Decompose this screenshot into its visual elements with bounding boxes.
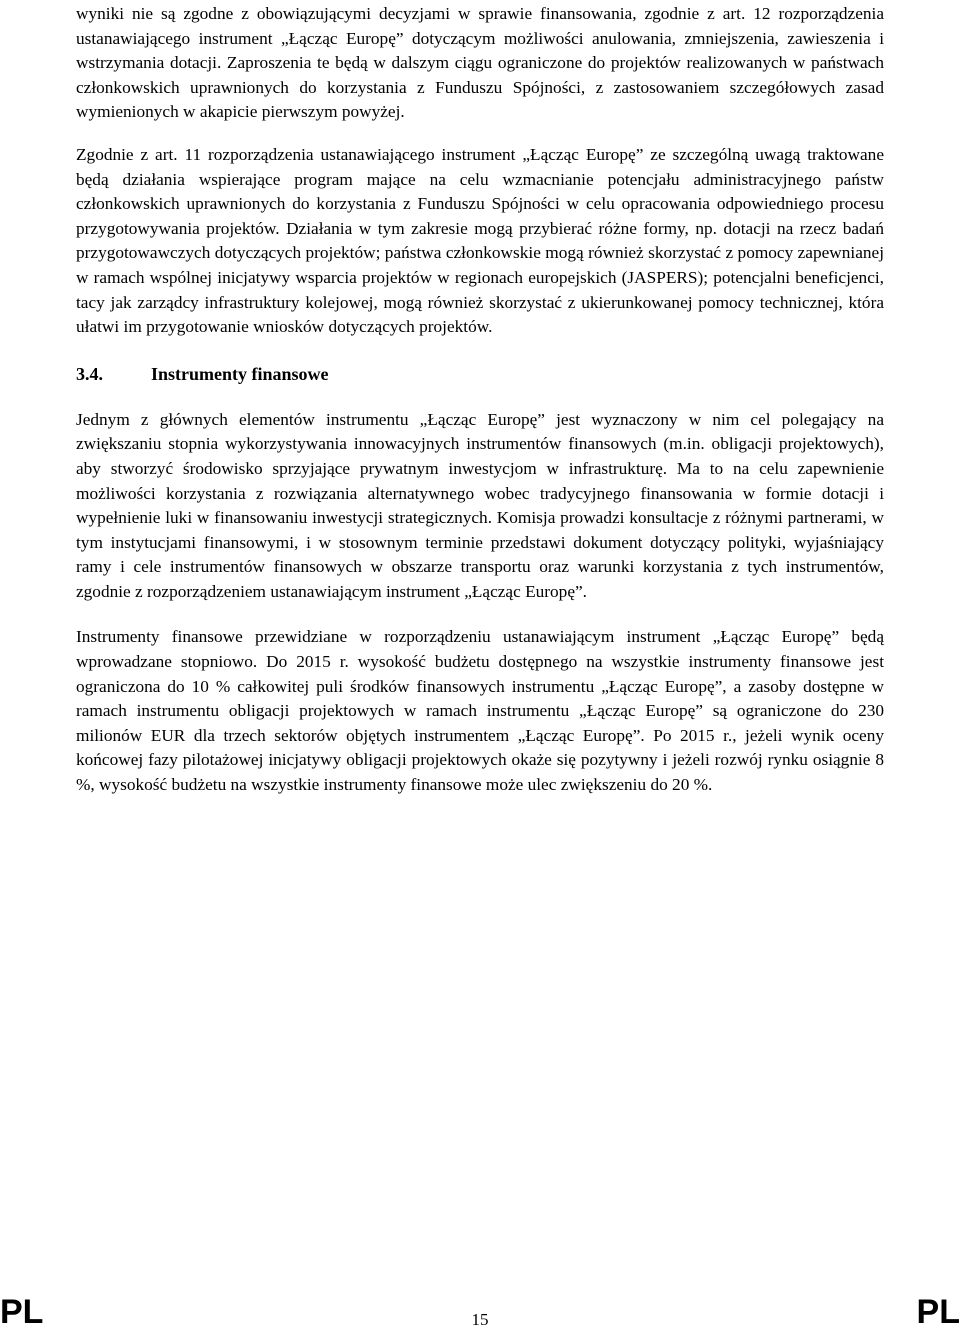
- page-number: 15: [471, 1310, 489, 1329]
- footer-language-code-right: PL: [916, 1293, 960, 1331]
- section-heading: [76, 362, 884, 386]
- document-body: [76, 0, 884, 798]
- footer-language-code-left: PL: [0, 1293, 44, 1331]
- paragraph: Instrumenty finansowe przewidziane w rozporządzeniu ustanawiającym instrument „Łącząc Europę” będą wprowadzane stopniowo. Do 2015 r. wysokość budżetu dostępnego na wszystkie instrumenty finansowe jest ograniczona do 10 % całkowitej puli środków finansowych instrumentu „Łącząc Europę”, a zasoby dostępne w ramach instrumentu obligacji projektowych w ramach instrumentu „Łącząc Europę” są ograniczone do 230 milionów EUR dla trzech sektorów objętych instrumentem „Łącząc Europę”. Po 2015 r., jeżeli wynik oceny końcowej fazy pilotażowej inicjatywy obligacji projektowych okaże się pozytywny i jeżeli rozwój rynku osiągnie 8 %, wysokość budżetu na wszystkie instrumenty finansowe może ulec zwiększeniu do 20 %.: [76, 627, 884, 795]
- section-title: Instrumenty finansowe: [151, 363, 329, 384]
- paragraph: Jednym z głównych elementów instrumentu „Łącząc Europę” jest wyznaczony w nim cel polegający na zwiększaniu stopnia wykorzystywania innowacyjnych instrumentów finansowych (m.in. obligacji projektowych), aby stworzyć środowisko sprzyjające prywatnym inwestycjom w infrastrukturę. Ma to na celu zapewnienie możliwości korzystania z rozwiązania alternatywnego wobec tradycyjnego finansowania w formie dotacji i wypełnienie luki w finansowaniu inwestycji strategicznych. Komisja prowadzi konsultacje z różnymi partnerami, w tym instytucjami finansowymi, i w stosownym terminie przedstawi dokument dotyczący polityki, wyjaśniający ramy i cele instrumentów finansowych w obszarze transportu oraz warunki korzystania z tych instrumentów, zgodnie z rozporządzeniem ustanawiającym instrument „Łącząc Europę”.: [76, 409, 884, 601]
- paragraph: Zgodnie z art. 11 rozporządzenia ustanawiającego instrument „Łącząc Europę” ze szczególną uwagą traktowane będą działania wspierające program mające na celu wzmacnianie potencjału administracyjnego państw członkowskich uprawnionych do korzystania z Funduszu Spójności w celu opracowania odpowiedniego procesu przygotowywania projektów. Działania w tym zakresie mogą przybierać różne formy, np. dotacji na rzecz badań przygotowawczych dotyczących projektów; państwa członkowskie mogą również skorzystać z pomocy zapewnianej w ramach wspólnej inicjatywy wsparcia projektów w regionach europejskich (JASPERS); potencjalni beneficjenci, tacy jak zarządcy infrastruktury kolejowej, mogą również skorzystać z ukierunkowanej pomocy technicznej, która ułatwi im przygotowanie wniosków dotyczących projektów.: [76, 144, 884, 337]
- paragraph: wyniki nie są zgodne z obowiązującymi decyzjami w sprawie finansowania, zgodnie z art. 12 rozporządzenia ustanawiającego instrument „Łącząc Europę” dotyczącym możliwości anulowania, zmniejszenia, zawieszenia i wstrzymania dotacji. Zaproszenia te będą w dalszym ciągu ograniczone do projektów realizowanych w państwach członkowskich uprawnionych do korzystania z Funduszu Spójności, z zastosowaniem szczegółowych zasad wymienionych w akapicie pierwszym powyżej.: [76, 4, 884, 122]
- section-number: 3.4.: [76, 363, 103, 384]
